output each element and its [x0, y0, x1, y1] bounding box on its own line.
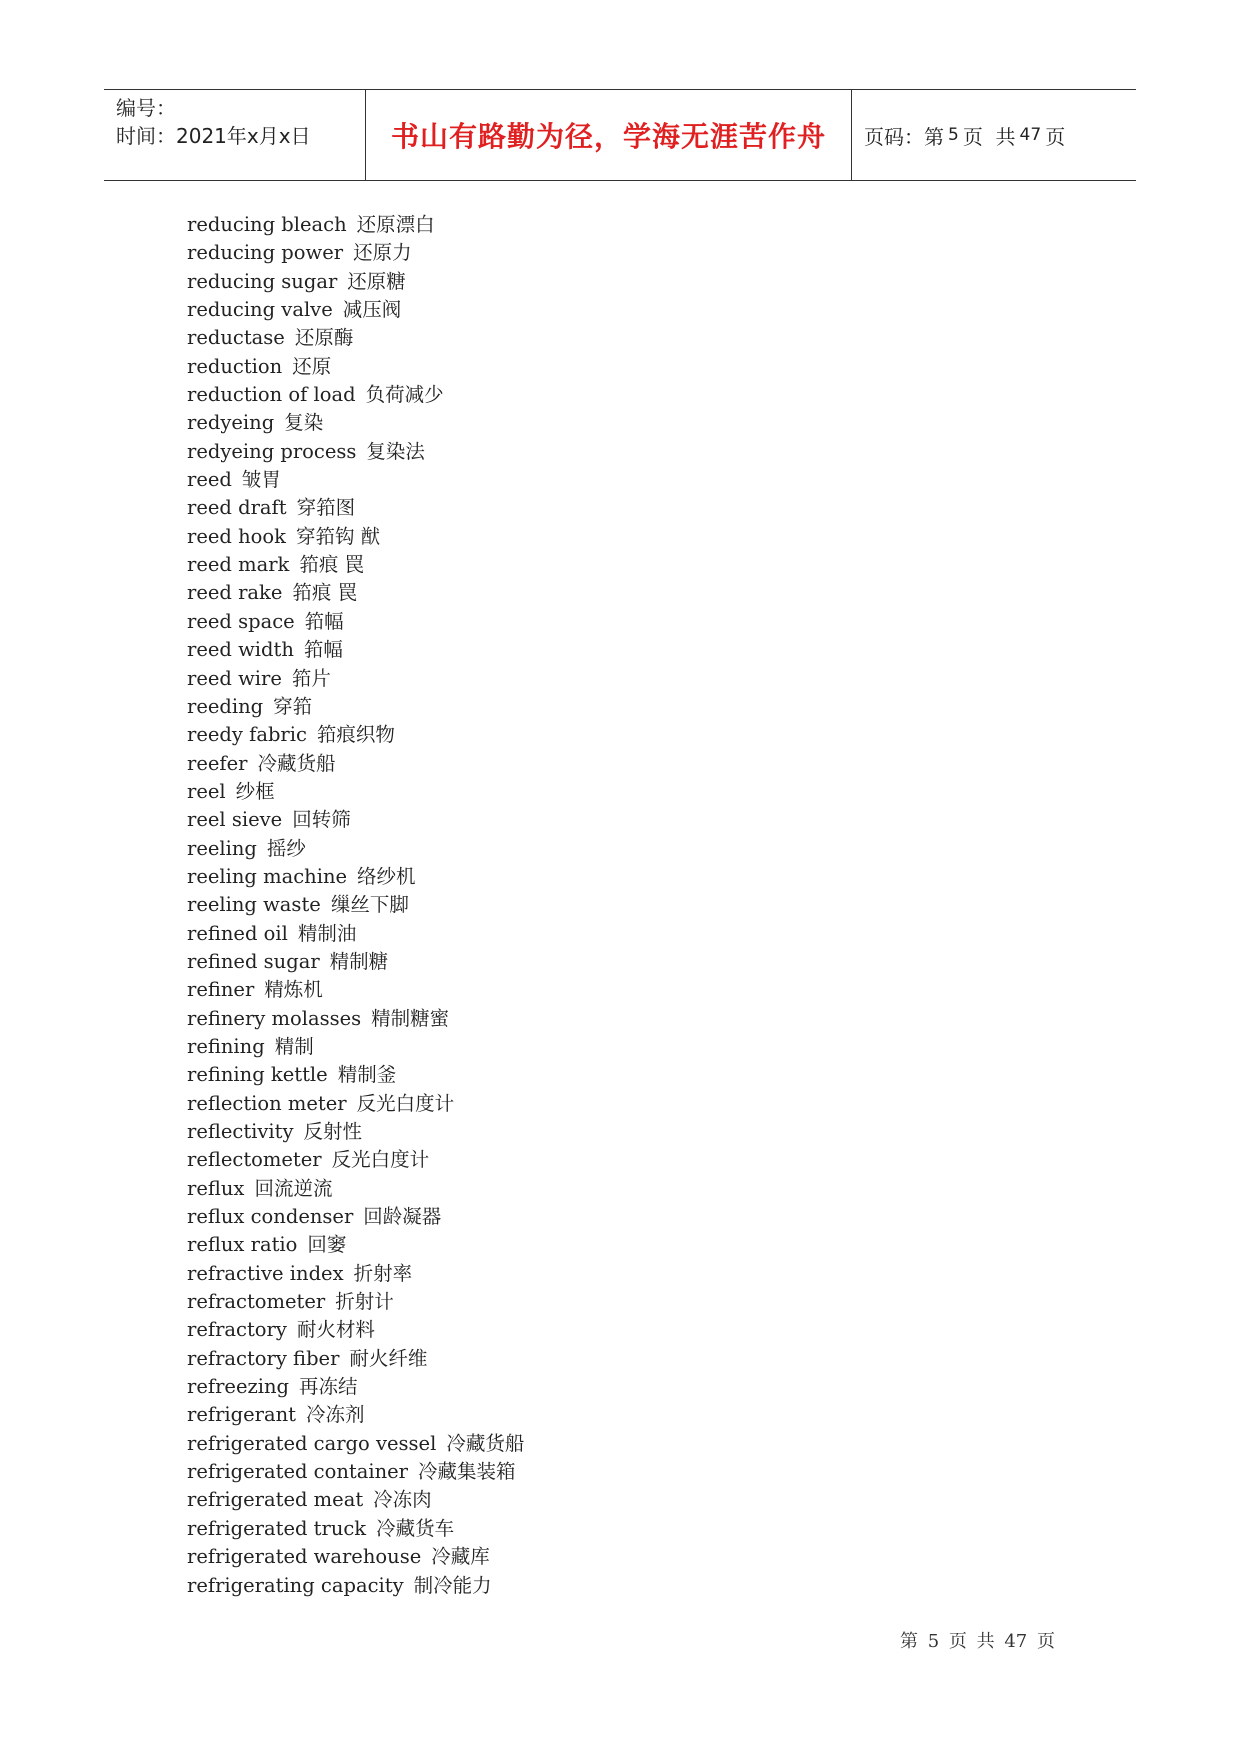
entry-term: refractometer — [187, 1290, 326, 1314]
page-suffix: 页 — [1045, 124, 1066, 149]
glossary-entry — [187, 1316, 524, 1344]
entry-translation: 筘幅 — [304, 609, 344, 633]
entry-term: reel sieve — [187, 808, 283, 832]
entry-term: reeling — [187, 836, 257, 860]
entry-translation: 筘片 — [291, 666, 331, 690]
page-prefix: 页码：第 — [864, 124, 944, 149]
entry-translation: 精制糖蜜 — [371, 1006, 450, 1030]
glossary-entry — [187, 324, 524, 352]
glossary-entry — [187, 494, 524, 522]
glossary-entry — [187, 1005, 524, 1033]
glossary-entry — [187, 891, 524, 919]
entry-term: refining — [187, 1034, 265, 1058]
entry-translation: 折射计 — [335, 1290, 394, 1314]
entry-translation: 冷冻肉 — [373, 1488, 432, 1512]
entry-term: reeling machine — [187, 864, 348, 888]
entry-term: reedy fabric — [187, 723, 307, 747]
page-header — [104, 89, 1136, 181]
entry-translation: 筘痕织物 — [316, 723, 395, 747]
glossary-entry — [187, 1090, 524, 1118]
entry-translation: 负荷减少 — [365, 383, 444, 407]
entry-translation: 冷藏货车 — [376, 1516, 455, 1540]
glossary-entry — [187, 636, 524, 664]
entry-translation: 还原漂白 — [356, 213, 435, 236]
header-motto: 书山有路勤为径，学海无涯苦作舟 — [366, 90, 852, 180]
glossary-entry — [187, 721, 524, 749]
number-label: 编号： — [116, 96, 176, 120]
glossary-entry — [187, 1401, 524, 1429]
entry-translation: 穿筘图 — [296, 496, 356, 520]
entry-term: reductase — [187, 326, 285, 350]
glossary-entry — [187, 1231, 524, 1259]
time-label: 时间：2021年x月x日 — [116, 124, 311, 148]
glossary-entry — [187, 1061, 524, 1089]
entry-translation: 皱胃 — [241, 468, 281, 492]
entry-translation: 缫丝下脚 — [330, 893, 409, 917]
entry-term: redyeing process — [187, 439, 357, 463]
entry-term: reel — [187, 779, 226, 803]
entry-translation: 反光白度计 — [356, 1091, 455, 1115]
entry-term: refrigerant — [187, 1403, 297, 1427]
entry-translation: 反光白度计 — [331, 1148, 430, 1172]
entry-translation: 筘痕 罠 — [292, 581, 358, 605]
glossary-entry — [187, 551, 524, 579]
entry-translation: 复染 — [284, 411, 324, 435]
entry-translation: 穿筘钩 猷 — [295, 524, 381, 548]
entry-translation: 减压阀 — [342, 298, 402, 322]
glossary-entry — [187, 1486, 524, 1514]
entry-term: refrigerated cargo vessel — [187, 1431, 437, 1455]
entry-term: refractory — [187, 1318, 287, 1342]
glossary-entry — [187, 920, 524, 948]
glossary-entry — [187, 1543, 524, 1571]
glossary-entry — [187, 1203, 524, 1231]
glossary-entry — [187, 1345, 524, 1373]
entry-term: refined sugar — [187, 949, 320, 973]
entry-translation: 复染法 — [366, 439, 425, 463]
entry-term: reflectivity — [187, 1120, 294, 1143]
entry-term: reducing power — [187, 241, 344, 265]
entry-term: reduction — [187, 354, 283, 378]
entry-translation: 耐火材料 — [296, 1318, 375, 1342]
entry-translation: 冷藏库 — [431, 1545, 490, 1569]
glossary-list — [187, 211, 524, 1600]
glossary-entry — [187, 438, 524, 466]
glossary-entry — [187, 1572, 524, 1600]
glossary-entry — [187, 750, 524, 778]
glossary-entry — [187, 1430, 524, 1458]
entry-term: refrigerated meat — [187, 1488, 364, 1512]
glossary-entry — [187, 1260, 524, 1288]
glossary-entry — [187, 1033, 524, 1061]
entry-term: reflectometer — [187, 1148, 322, 1172]
entry-term: reed width — [187, 638, 294, 662]
entry-term: reeding — [187, 694, 264, 718]
entry-term: refiner — [187, 978, 255, 1002]
header-page-info — [852, 90, 1136, 180]
glossary-entry — [187, 296, 524, 324]
entry-term: refrigerating capacity — [187, 1573, 404, 1597]
page-total: 47 — [1019, 125, 1042, 145]
entry-translation: 摇纱 — [266, 836, 306, 860]
entry-term: reflection meter — [187, 1091, 347, 1115]
entry-translation: 冷藏集装箱 — [418, 1460, 516, 1484]
entry-translation: 冷冻剂 — [306, 1403, 365, 1427]
glossary-entry — [187, 268, 524, 296]
page-current: 5 — [948, 125, 959, 145]
page-footer: 第 5 页 共 47 页 — [900, 1631, 1055, 1652]
entry-translation: 络纱机 — [357, 864, 416, 888]
glossary-entry — [187, 608, 524, 636]
entry-term: reducing sugar — [187, 269, 338, 293]
entry-term: reed wire — [187, 666, 282, 690]
entry-term: refractive index — [187, 1261, 344, 1285]
entry-term: reed mark — [187, 553, 290, 577]
entry-translation: 筘痕 罠 — [299, 553, 365, 577]
entry-term: reduction of load — [187, 383, 356, 407]
entry-translation: 穿筘 — [273, 694, 313, 718]
glossary-entry — [187, 1146, 524, 1174]
glossary-entry — [187, 693, 524, 721]
entry-translation: 制冷能力 — [413, 1573, 492, 1597]
glossary-entry — [187, 1373, 524, 1401]
glossary-entry — [187, 778, 524, 806]
glossary-entry — [187, 1288, 524, 1316]
glossary-entry — [187, 1515, 524, 1543]
entry-translation: 精制釜 — [337, 1063, 397, 1087]
glossary-entry — [187, 466, 524, 494]
entry-translation: 精制油 — [297, 921, 357, 945]
entry-translation: 回转筛 — [292, 808, 351, 832]
entry-term: reducing valve — [187, 298, 333, 322]
entry-term: refrigerated truck — [187, 1516, 367, 1540]
header-meta — [104, 90, 366, 180]
entry-term: reeling waste — [187, 893, 321, 917]
glossary-entry — [187, 409, 524, 437]
entry-term: reefer — [187, 751, 248, 775]
entry-translation: 精炼机 — [264, 978, 323, 1002]
entry-translation: 还原糖 — [347, 269, 406, 293]
entry-term: refining kettle — [187, 1063, 328, 1087]
glossary-entry — [187, 239, 524, 267]
entry-translation: 冷藏货船 — [446, 1431, 525, 1455]
entry-term: reflux ratio — [187, 1233, 298, 1257]
glossary-entry — [187, 1118, 524, 1146]
glossary-entry — [187, 523, 524, 551]
entry-translation: 再冻结 — [299, 1375, 358, 1399]
entry-term: refrigerated container — [187, 1460, 409, 1484]
entry-translation: 回流逆流 — [254, 1176, 333, 1200]
glossary-entry — [187, 863, 524, 891]
entry-translation: 精制糖 — [329, 949, 389, 973]
entry-translation: 冷藏货船 — [257, 751, 336, 775]
glossary-entry — [187, 1458, 524, 1486]
entry-translation: 耐火纤维 — [349, 1346, 428, 1370]
entry-translation: 还原力 — [353, 241, 412, 265]
glossary-entry — [187, 1175, 524, 1203]
glossary-entry — [187, 579, 524, 607]
entry-translation: 回龄凝器 — [363, 1205, 442, 1229]
entry-term: refractory fiber — [187, 1346, 340, 1370]
page-mid: 页 共 — [962, 124, 1016, 149]
entry-term: reed rake — [187, 581, 283, 605]
entry-translation: 回窭 — [307, 1233, 347, 1257]
entry-translation: 精制 — [274, 1034, 314, 1058]
entry-term: redyeing — [187, 411, 275, 435]
entry-translation: 筘幅 — [303, 638, 343, 662]
glossary-entry — [187, 381, 524, 409]
entry-term: refined oil — [187, 921, 288, 945]
entry-term: refinery molasses — [187, 1006, 362, 1030]
entry-translation: 反射性 — [303, 1120, 363, 1143]
entry-term: reed hook — [187, 524, 286, 548]
glossary-entry — [187, 211, 524, 239]
entry-term: reducing bleach — [187, 213, 347, 236]
glossary-entry — [187, 976, 524, 1004]
entry-term: reed draft — [187, 496, 287, 520]
entry-term: reflux condenser — [187, 1205, 354, 1229]
entry-term: refrigerated warehouse — [187, 1545, 422, 1569]
entry-translation: 纱框 — [235, 779, 275, 803]
entry-term: reed space — [187, 609, 295, 633]
entry-translation: 还原酶 — [294, 326, 354, 350]
glossary-entry — [187, 806, 524, 834]
entry-term: refreezing — [187, 1375, 290, 1399]
glossary-entry — [187, 665, 524, 693]
entry-term: reed — [187, 468, 232, 492]
glossary-entry — [187, 353, 524, 381]
entry-translation: 还原 — [292, 354, 332, 378]
entry-term: reflux — [187, 1176, 245, 1200]
glossary-entry — [187, 948, 524, 976]
glossary-entry — [187, 835, 524, 863]
entry-translation: 折射率 — [353, 1261, 413, 1285]
